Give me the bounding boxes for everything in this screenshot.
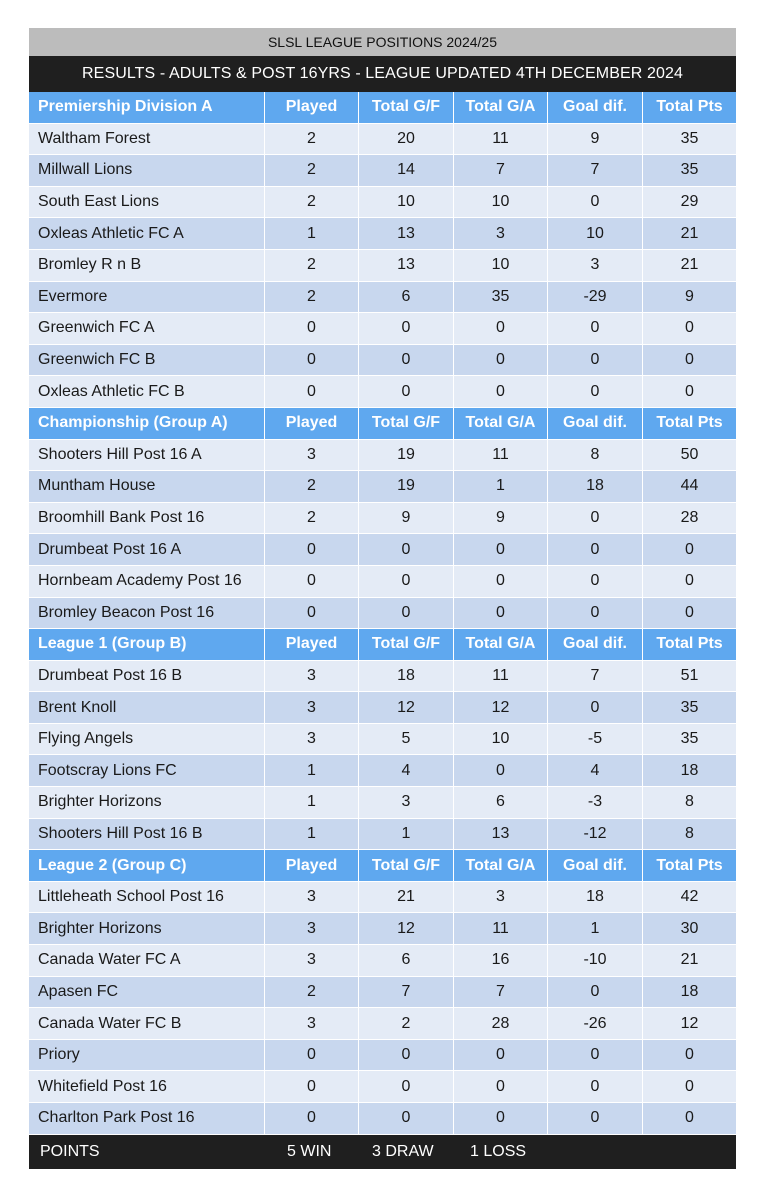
team-name: Brighter Horizons bbox=[29, 787, 265, 818]
played: 1 bbox=[265, 218, 359, 249]
goal-difference: 4 bbox=[548, 755, 643, 786]
total-points: 0 bbox=[685, 1077, 694, 1095]
goal-difference: 7 bbox=[548, 155, 643, 186]
total-goals-for: 6 bbox=[359, 282, 454, 313]
team-name: Flying Angels bbox=[29, 724, 265, 755]
goal-difference: 0 bbox=[548, 313, 643, 344]
total-goals-for: 0 bbox=[359, 566, 454, 597]
column-header-total-points: Total Pts bbox=[656, 635, 723, 653]
division-header-row bbox=[29, 92, 736, 124]
goal-difference: 9 bbox=[548, 124, 643, 155]
table-row bbox=[29, 1008, 736, 1040]
total-points: 44 bbox=[680, 477, 699, 495]
total-goals-for: 1 bbox=[359, 819, 454, 850]
total-goals-for: 13 bbox=[359, 250, 454, 281]
total-goals-against: 11 bbox=[454, 440, 548, 471]
table-row bbox=[29, 282, 736, 314]
total-goals-against: 7 bbox=[454, 155, 548, 186]
total-goals-against: 12 bbox=[454, 692, 548, 723]
goal-difference: 0 bbox=[548, 598, 643, 629]
league-table bbox=[29, 92, 736, 1135]
goal-difference: 10 bbox=[548, 218, 643, 249]
column-header-total-points: Total Pts bbox=[656, 856, 723, 874]
total-points: 42 bbox=[680, 888, 699, 906]
division-header-row bbox=[29, 408, 736, 440]
table-row bbox=[29, 1103, 736, 1135]
team-name: Shooters Hill Post 16 A bbox=[29, 440, 265, 471]
total-points: 30 bbox=[680, 919, 699, 937]
total-goals-for: 0 bbox=[359, 534, 454, 565]
total-goals-for: 0 bbox=[359, 313, 454, 344]
table-row bbox=[29, 692, 736, 724]
column-header-played: Played bbox=[265, 629, 359, 660]
column-header-total-goals-for: Total G/F bbox=[359, 629, 454, 660]
total-goals-against: 10 bbox=[454, 187, 548, 218]
total-goals-for: 10 bbox=[359, 187, 454, 218]
league-table-sheet bbox=[29, 28, 736, 1169]
total-points: 0 bbox=[685, 1046, 694, 1064]
table-row bbox=[29, 945, 736, 977]
column-header-goal-difference: Goal dif. bbox=[548, 92, 643, 123]
goal-difference: 18 bbox=[548, 882, 643, 913]
goal-difference: -10 bbox=[548, 945, 643, 976]
team-name: Millwall Lions bbox=[29, 155, 265, 186]
played: 3 bbox=[265, 1008, 359, 1039]
total-goals-against: 11 bbox=[454, 913, 548, 944]
table-row bbox=[29, 598, 736, 630]
total-goals-for: 9 bbox=[359, 503, 454, 534]
total-goals-for: 0 bbox=[359, 376, 454, 407]
total-goals-against: 11 bbox=[454, 661, 548, 692]
total-goals-for: 0 bbox=[359, 1103, 454, 1134]
total-goals-for: 20 bbox=[359, 124, 454, 155]
team-name: Evermore bbox=[29, 282, 265, 313]
column-header-total-goals-against: Total G/A bbox=[454, 408, 548, 439]
table-row bbox=[29, 566, 736, 598]
played: 1 bbox=[265, 819, 359, 850]
goal-difference: 1 bbox=[548, 913, 643, 944]
total-goals-for: 21 bbox=[359, 882, 454, 913]
division-header-row bbox=[29, 629, 736, 661]
total-points: 50 bbox=[680, 445, 699, 463]
played: 0 bbox=[265, 1103, 359, 1134]
column-header-played: Played bbox=[265, 850, 359, 881]
column-header-played: Played bbox=[265, 408, 359, 439]
total-goals-against: 11 bbox=[454, 124, 548, 155]
team-name: Brent Knoll bbox=[29, 692, 265, 723]
team-name: Whitefield Post 16 bbox=[29, 1071, 265, 1102]
total-points: 18 bbox=[680, 761, 699, 779]
team-name: Bromley R n B bbox=[29, 250, 265, 281]
total-points: 0 bbox=[685, 382, 694, 400]
team-name: Footscray Lions FC bbox=[29, 755, 265, 786]
played: 3 bbox=[265, 692, 359, 723]
total-goals-against: 0 bbox=[454, 345, 548, 376]
total-points: 8 bbox=[685, 793, 694, 811]
team-name: Brighter Horizons bbox=[29, 913, 265, 944]
goal-difference: 0 bbox=[548, 503, 643, 534]
total-goals-for: 12 bbox=[359, 913, 454, 944]
table-row bbox=[29, 977, 736, 1009]
goal-difference: -12 bbox=[548, 819, 643, 850]
played: 3 bbox=[265, 913, 359, 944]
team-name: Waltham Forest bbox=[29, 124, 265, 155]
team-name: Bromley Beacon Post 16 bbox=[29, 598, 265, 629]
table-row bbox=[29, 376, 736, 408]
played: 3 bbox=[265, 440, 359, 471]
goal-difference: -26 bbox=[548, 1008, 643, 1039]
played: 2 bbox=[265, 977, 359, 1008]
goal-difference: 18 bbox=[548, 471, 643, 502]
team-name: Littleheath School Post 16 bbox=[29, 882, 265, 913]
total-goals-against: 9 bbox=[454, 503, 548, 534]
table-row bbox=[29, 534, 736, 566]
total-goals-against: 10 bbox=[454, 724, 548, 755]
points-key-bar bbox=[29, 1135, 736, 1169]
total-points: 35 bbox=[680, 129, 699, 147]
points-win: 5 WIN bbox=[287, 1142, 332, 1160]
division-name: League 1 (Group B) bbox=[29, 629, 265, 660]
total-points: 0 bbox=[685, 603, 694, 621]
team-name: Canada Water FC A bbox=[29, 945, 265, 976]
played: 2 bbox=[265, 503, 359, 534]
team-name: Muntham House bbox=[29, 471, 265, 502]
table-row bbox=[29, 471, 736, 503]
total-goals-against: 28 bbox=[454, 1008, 548, 1039]
total-goals-for: 7 bbox=[359, 977, 454, 1008]
table-row bbox=[29, 440, 736, 472]
table-row bbox=[29, 250, 736, 282]
total-goals-for: 0 bbox=[359, 345, 454, 376]
total-points: 28 bbox=[680, 509, 699, 527]
table-row bbox=[29, 503, 736, 535]
division-name: League 2 (Group C) bbox=[29, 850, 265, 881]
division-name: Championship (Group A) bbox=[29, 408, 265, 439]
team-name: Oxleas Athletic FC A bbox=[29, 218, 265, 249]
total-goals-against: 10 bbox=[454, 250, 548, 281]
goal-difference: 0 bbox=[548, 692, 643, 723]
table-row bbox=[29, 124, 736, 156]
total-goals-for: 0 bbox=[359, 1071, 454, 1102]
table-row bbox=[29, 724, 736, 756]
goal-difference: 0 bbox=[548, 566, 643, 597]
team-name: Hornbeam Academy Post 16 bbox=[29, 566, 265, 597]
total-goals-against: 3 bbox=[454, 882, 548, 913]
played: 3 bbox=[265, 724, 359, 755]
played: 2 bbox=[265, 155, 359, 186]
goal-difference: 0 bbox=[548, 1040, 643, 1071]
total-goals-against: 0 bbox=[454, 313, 548, 344]
total-goals-for: 18 bbox=[359, 661, 454, 692]
goal-difference: 8 bbox=[548, 440, 643, 471]
column-header-total-goals-against: Total G/A bbox=[454, 629, 548, 660]
table-row bbox=[29, 187, 736, 219]
total-goals-for: 3 bbox=[359, 787, 454, 818]
table-row bbox=[29, 1040, 736, 1072]
team-name: Apasen FC bbox=[29, 977, 265, 1008]
total-points: 0 bbox=[685, 540, 694, 558]
points-loss: 1 LOSS bbox=[470, 1142, 527, 1160]
sheet-title: SLSL LEAGUE POSITIONS 2024/25 bbox=[29, 28, 736, 56]
played: 2 bbox=[265, 124, 359, 155]
total-goals-against: 0 bbox=[454, 566, 548, 597]
column-header-total-goals-for: Total G/F bbox=[359, 92, 454, 123]
total-goals-for: 12 bbox=[359, 692, 454, 723]
results-banner: RESULTS - ADULTS & POST 16YRS - LEAGUE UPDATED 4TH DECEMBER 2024 bbox=[29, 56, 736, 92]
goal-difference: 0 bbox=[548, 345, 643, 376]
table-row bbox=[29, 313, 736, 345]
column-header-goal-difference: Goal dif. bbox=[548, 629, 643, 660]
total-points: 8 bbox=[685, 824, 694, 842]
played: 0 bbox=[265, 566, 359, 597]
points-label: POINTS bbox=[40, 1142, 100, 1160]
total-points: 21 bbox=[680, 256, 699, 274]
total-points: 21 bbox=[680, 951, 699, 969]
team-name: Greenwich FC A bbox=[29, 313, 265, 344]
total-points: 0 bbox=[685, 351, 694, 369]
table-row bbox=[29, 345, 736, 377]
table-row bbox=[29, 755, 736, 787]
total-points: 35 bbox=[680, 730, 699, 748]
played: 3 bbox=[265, 882, 359, 913]
goal-difference: 0 bbox=[548, 977, 643, 1008]
played: 0 bbox=[265, 1071, 359, 1102]
team-name: Shooters Hill Post 16 B bbox=[29, 819, 265, 850]
played: 0 bbox=[265, 345, 359, 376]
total-goals-against: 3 bbox=[454, 218, 548, 249]
table-row bbox=[29, 913, 736, 945]
goal-difference: -29 bbox=[548, 282, 643, 313]
total-goals-against: 1 bbox=[454, 471, 548, 502]
table-row bbox=[29, 819, 736, 851]
goal-difference: 0 bbox=[548, 534, 643, 565]
team-name: Oxleas Athletic FC B bbox=[29, 376, 265, 407]
total-goals-for: 6 bbox=[359, 945, 454, 976]
team-name: Drumbeat Post 16 B bbox=[29, 661, 265, 692]
total-goals-against: 13 bbox=[454, 819, 548, 850]
division-name: Premiership Division A bbox=[29, 92, 265, 123]
goal-difference: -5 bbox=[548, 724, 643, 755]
played: 3 bbox=[265, 661, 359, 692]
played: 0 bbox=[265, 1040, 359, 1071]
division-header-row bbox=[29, 850, 736, 882]
total-goals-for: 13 bbox=[359, 218, 454, 249]
table-row bbox=[29, 218, 736, 250]
played: 0 bbox=[265, 376, 359, 407]
total-goals-for: 4 bbox=[359, 755, 454, 786]
total-goals-for: 0 bbox=[359, 1040, 454, 1071]
total-goals-for: 19 bbox=[359, 440, 454, 471]
table-row bbox=[29, 661, 736, 693]
total-goals-against: 35 bbox=[454, 282, 548, 313]
total-goals-against: 0 bbox=[454, 376, 548, 407]
team-name: Drumbeat Post 16 A bbox=[29, 534, 265, 565]
column-header-goal-difference: Goal dif. bbox=[548, 408, 643, 439]
total-points: 0 bbox=[685, 319, 694, 337]
column-header-total-goals-against: Total G/A bbox=[454, 850, 548, 881]
total-goals-against: 16 bbox=[454, 945, 548, 976]
total-goals-against: 6 bbox=[454, 787, 548, 818]
total-points: 35 bbox=[680, 161, 699, 179]
column-header-total-points: Total Pts bbox=[656, 414, 723, 432]
team-name: Broomhill Bank Post 16 bbox=[29, 503, 265, 534]
goal-difference: 0 bbox=[548, 376, 643, 407]
played: 0 bbox=[265, 313, 359, 344]
goal-difference: 3 bbox=[548, 250, 643, 281]
played: 2 bbox=[265, 250, 359, 281]
total-goals-for: 14 bbox=[359, 155, 454, 186]
team-name: South East Lions bbox=[29, 187, 265, 218]
total-goals-against: 0 bbox=[454, 534, 548, 565]
played: 2 bbox=[265, 282, 359, 313]
column-header-total-points: Total Pts bbox=[656, 98, 723, 116]
total-goals-against: 0 bbox=[454, 1040, 548, 1071]
total-points: 12 bbox=[680, 1014, 699, 1032]
total-goals-against: 0 bbox=[454, 1071, 548, 1102]
team-name: Charlton Park Post 16 bbox=[29, 1103, 265, 1134]
total-points: 21 bbox=[680, 224, 699, 242]
total-goals-against: 0 bbox=[454, 1103, 548, 1134]
column-header-played: Played bbox=[265, 92, 359, 123]
total-points: 0 bbox=[685, 572, 694, 590]
goal-difference: 7 bbox=[548, 661, 643, 692]
total-goals-against: 7 bbox=[454, 977, 548, 1008]
total-points: 9 bbox=[685, 287, 694, 305]
total-points: 0 bbox=[685, 1109, 694, 1127]
total-goals-against: 0 bbox=[454, 755, 548, 786]
column-header-total-goals-against: Total G/A bbox=[454, 92, 548, 123]
goal-difference: 0 bbox=[548, 1103, 643, 1134]
total-points: 18 bbox=[680, 982, 699, 1000]
played: 2 bbox=[265, 187, 359, 218]
total-goals-for: 19 bbox=[359, 471, 454, 502]
total-goals-for: 5 bbox=[359, 724, 454, 755]
played: 1 bbox=[265, 787, 359, 818]
column-header-total-goals-for: Total G/F bbox=[359, 408, 454, 439]
table-row bbox=[29, 787, 736, 819]
total-goals-for: 0 bbox=[359, 598, 454, 629]
table-row bbox=[29, 882, 736, 914]
total-goals-for: 2 bbox=[359, 1008, 454, 1039]
total-goals-against: 0 bbox=[454, 598, 548, 629]
goal-difference: 0 bbox=[548, 187, 643, 218]
team-name: Priory bbox=[29, 1040, 265, 1071]
goal-difference: -3 bbox=[548, 787, 643, 818]
points-draw: 3 DRAW bbox=[372, 1142, 434, 1160]
table-row bbox=[29, 155, 736, 187]
played: 0 bbox=[265, 534, 359, 565]
played: 1 bbox=[265, 755, 359, 786]
total-points: 51 bbox=[680, 666, 699, 684]
played: 2 bbox=[265, 471, 359, 502]
column-header-goal-difference: Goal dif. bbox=[548, 850, 643, 881]
column-header-total-goals-for: Total G/F bbox=[359, 850, 454, 881]
table-row bbox=[29, 1071, 736, 1103]
total-points: 29 bbox=[680, 193, 699, 211]
goal-difference: 0 bbox=[548, 1071, 643, 1102]
team-name: Greenwich FC B bbox=[29, 345, 265, 376]
total-points: 35 bbox=[680, 698, 699, 716]
played: 3 bbox=[265, 945, 359, 976]
played: 0 bbox=[265, 598, 359, 629]
team-name: Canada Water FC B bbox=[29, 1008, 265, 1039]
